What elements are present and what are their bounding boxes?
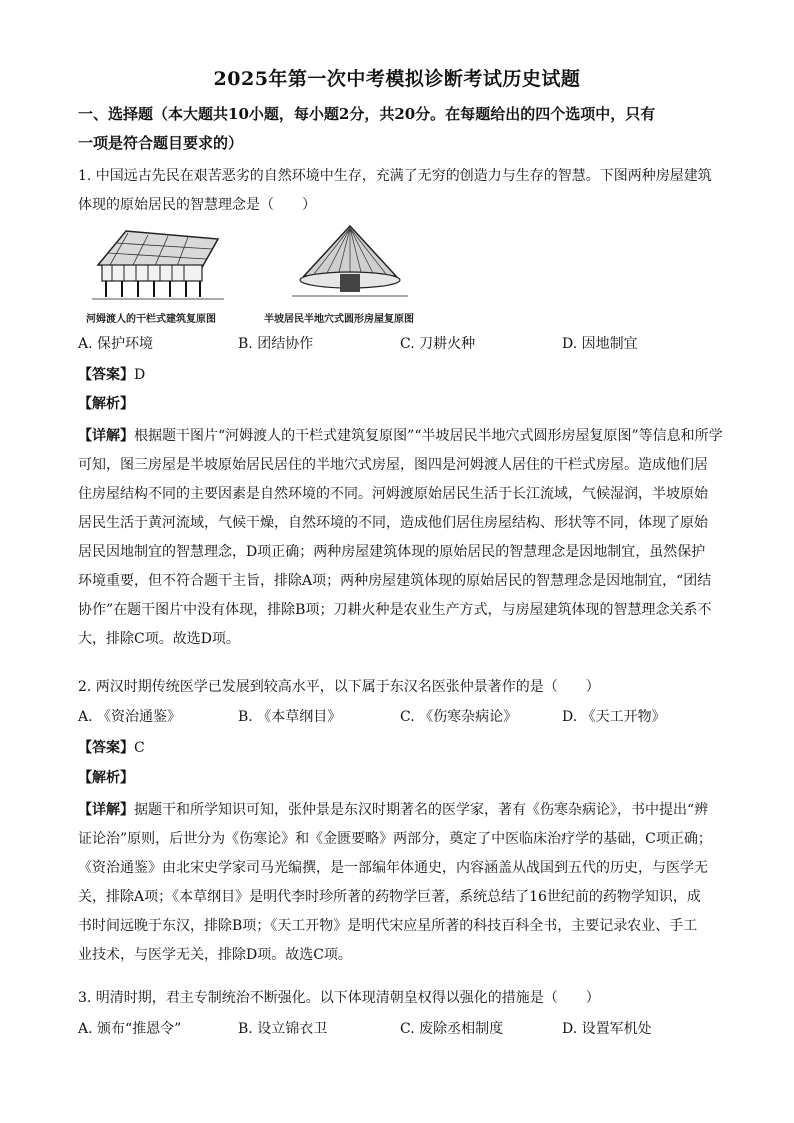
q2-option-d: D. 《天工开物》 xyxy=(562,709,666,725)
q2-option-b: B. 《本草纲目》 xyxy=(238,709,342,725)
q1-detail-line5: 居民因地制宜的智慧理念，D项正确；两种房屋建筑体现的原始居民的智慧理念是因地制宜，虽然保护 xyxy=(78,544,706,560)
q1-answer xyxy=(78,361,145,390)
q2-option-c: C. 《伤寒杂病论》 xyxy=(400,709,518,725)
q1-detail-line8: 大，排除C项。故选D项。 xyxy=(78,631,240,647)
q3-option-c: C. 废除丞相制度 xyxy=(400,1021,504,1037)
q1-detail-line7: 协作”在题干图片中没有体现，排除B项；刀耕火种是农业生产方式，与房屋建筑体现的智慧理念关系不 xyxy=(78,602,712,618)
q1-detail-line3: 住房屋结构不同的主要因素是自然环境的不同。河姆渡原始居民生活于长江流域，气候湿润，半坡原始 xyxy=(78,486,708,502)
q3-stem: 3. 明清时期，君主专制统治不断强化。以下体现清朝皇权得以强化的措施是（ ） xyxy=(78,990,600,1006)
detail-text: 根据题干图片“河姆渡人的干栏式建筑复原图”“半坡居民半地穴式圆形房屋复原图”等信息和所学 xyxy=(134,428,723,444)
q1-option-c: C. 刀耕火种 xyxy=(400,336,476,352)
q2-detail-line2: 证论治”原则，后世分为《伤寒论》和《金匮要略》两部分，奠定了中医临床治疗学的基础，C项正确； xyxy=(78,831,712,847)
q1-detail-line4: 居民生活于黄河流域，气候干燥，自然环境的不同，造成他们居住房屋结构、形状等不同，体现了原始 xyxy=(78,515,708,531)
q1-stem-line2: 体现的原始居民的智慧理念是（ ） xyxy=(78,197,316,213)
detail-tag: 【详解】 xyxy=(78,802,134,818)
figure-caption-1: 河姆渡人的干栏式建筑复原图 xyxy=(86,314,216,325)
detail-text: 据题干和所学知识可知，张仲景是东汉时期著名的医学家，著有《伤寒杂病论》，书中提出“辨 xyxy=(134,802,709,818)
stilt-house-image xyxy=(88,225,228,305)
page-title: 2025年第一次中考模拟诊断考试历史试题 xyxy=(213,68,581,90)
round-hut-image xyxy=(290,222,410,304)
q3-option-b: B. 设立锦衣卫 xyxy=(238,1021,328,1037)
answer-tag: 【答案】 xyxy=(78,740,134,756)
q1-option-b: B. 团结协作 xyxy=(238,336,314,352)
q2-detail-line3: 《资治通鉴》由北宋史学家司马光编撰，是一部编年体通史，内容涵盖从战国到五代的历史，与医学无 xyxy=(78,860,708,876)
section-heading-line2: 一项是符合题目要求的） xyxy=(78,134,244,152)
q1-detail-line1 xyxy=(78,422,723,451)
q2-analysis-tag: 【解析】 xyxy=(78,770,134,786)
q2-answer xyxy=(78,734,145,763)
q2-stem: 2. 两汉时期传统医学已发展到较高水平，以下属于东汉名医张仲景著作的是（ ） xyxy=(78,679,600,695)
q3-option-a: A. 颁布“推恩令” xyxy=(78,1021,182,1037)
answer-value: D xyxy=(134,367,146,383)
answer-tag: 【答案】 xyxy=(78,367,134,383)
q2-detail-line1 xyxy=(78,796,708,825)
q1-option-d: D. 因地制宜 xyxy=(562,336,638,352)
q1-analysis-tag: 【解析】 xyxy=(78,396,134,412)
answer-value: C xyxy=(134,740,145,756)
section-heading-line1: 一、选择题（本大题共10小题，每小题2分，共20分。在每题给出的四个选项中，只有 xyxy=(78,105,656,123)
q2-option-a: A. 《资治通鉴》 xyxy=(78,709,182,725)
q3-option-d: D. 设置军机处 xyxy=(562,1021,652,1037)
q1-option-a: A. 保护环境 xyxy=(78,336,154,352)
q2-detail-line5: 书时间远晚于东汉，排除B项；《天工开物》是明代宋应星所著的科技百科全书，主要记录农业、手工 xyxy=(78,918,698,934)
q1-stem-line1: 1. 中国远古先民在艰苦恶劣的自然环境中生存，充满了无穷的创造力与生存的智慧。下图两种房屋建筑 xyxy=(78,168,712,184)
figure-caption-2: 半坡居民半地穴式圆形房屋复原图 xyxy=(264,314,414,325)
q2-detail-line4: 关，排除A项；《本草纲目》是明代李时珍所著的药物学巨著，系统总结了16世纪前的药物学知识，成 xyxy=(78,889,701,905)
q1-detail-line2: 可知，图三房屋是半坡原始居民居住的半地穴式房屋，图四是河姆渡人居住的干栏式房屋。造成他们居 xyxy=(78,457,708,473)
q2-detail-line6: 业技术，与医学无关，排除D项。故选C项。 xyxy=(78,947,352,963)
q1-detail-line6: 环境重要，但不符合题干主旨，排除A项；两种房屋建筑体现的原始居民的智慧理念是因地制宜，“团结 xyxy=(78,573,712,589)
detail-tag: 【详解】 xyxy=(78,428,134,444)
